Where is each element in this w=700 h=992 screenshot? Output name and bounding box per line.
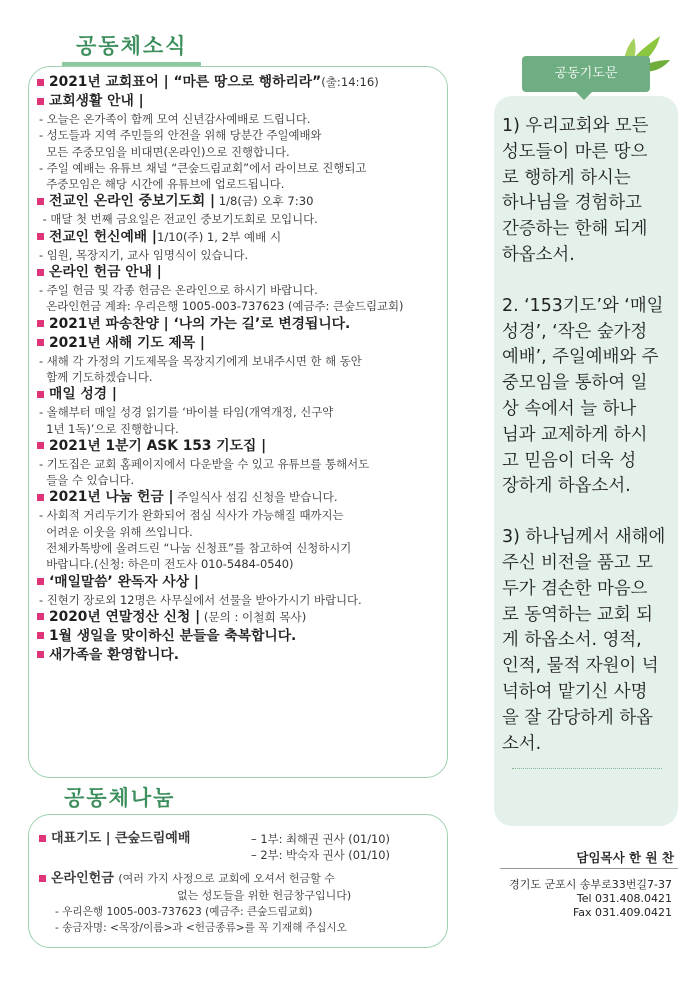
online-offering-label: 온라인헌금 [51, 871, 114, 886]
news-item-title: 새가족을 환영합니다. [49, 646, 179, 663]
bullet-square [37, 494, 44, 501]
news-item-line: - 새해 각 가정의 기도제목을 목장지기에게 보내주시면 한 해 동안 [39, 353, 362, 368]
news-item-line: 전체카톡방에 올려드린 “나눔 신청표”를 참고하여 신청하시기 [39, 541, 352, 556]
prayer-paragraph: 3) 하나님께서 새해에 주신 비전을 품고 모 두가 겸손한 마음으 로 동역하는 교회 되 게 하옵소서. 영적, 인적, 물적 자원이 넉 넉하여 맡기신 사명 을 잘 감당하게 하옵 소서. [502, 527, 666, 754]
offering-note-2: 없는 성도들을 위한 헌금창구입니다) [177, 889, 352, 902]
news-item-head [37, 608, 443, 627]
news-item-line: - 사회적 거리두기가 완화되어 점심 식사가 가능해질 때까지는 [39, 508, 344, 523]
news-item [37, 92, 443, 192]
church-address-block [500, 878, 672, 920]
prayer-leaders-head [39, 829, 190, 848]
news-item-head [37, 192, 443, 211]
news-item [37, 228, 443, 263]
news-section-title [76, 30, 187, 60]
prayer-leaders-label: 대표기도 | 큰숲드림예배 [51, 831, 191, 846]
news-box [28, 66, 448, 778]
share-content [39, 825, 439, 936]
news-item-inline: (출:14:16) [321, 75, 379, 89]
prayer-paragraph: 1) 우리교회와 모든 성도들이 마른 땅으 로 행하게 하시는 하나님을 경험하고 간증하는 한해 되게 하옵소서. [502, 116, 649, 265]
news-item [37, 385, 443, 437]
bullet-square [37, 442, 44, 449]
news-item-title: 교회생활 안내 | [49, 93, 144, 109]
news-item [37, 192, 443, 227]
news-item [37, 315, 443, 334]
dotted-divider [512, 768, 662, 769]
bullet-square [37, 320, 44, 327]
news-item-line: 주중모임은 해당 시간에 유튜브에 업로드됩니다. [39, 177, 285, 192]
news-item-head [37, 385, 443, 404]
offering-sender-note: - 송금자명: <목장/이름>과 <헌금종류>를 꼭 기재해 주십시오 [55, 922, 347, 934]
news-item-title: ‘매일말씀’ 완독자 사상 | [49, 573, 199, 590]
news-item-title: 2020년 연말정산 신청 | [49, 608, 201, 625]
news-item [37, 73, 443, 92]
news-item-line: 들을 수 있습니다. [39, 473, 135, 488]
share-section-title [64, 782, 175, 812]
prayer-text [502, 114, 670, 782]
prayer-paragraph: 2. ‘153기도’와 ‘매일 성경’, ‘작은 숲가정 예배’, 주일예배와 주 중모임을 통하여 일 상 속에서 늘 하나 님과 교제하게 하시 고 믿음이 더욱 성 장하게 하옵소서. [502, 295, 664, 497]
news-item-line: 바랍니다.(신청: 하은미 전도사 010-5484-0540) [39, 557, 294, 572]
online-offering [39, 869, 439, 936]
news-item-head [37, 73, 443, 92]
news-item-title: 2021년 1분기 ASK 153 기도집 | [49, 437, 267, 454]
bullet-square [37, 233, 44, 240]
news-item [37, 627, 443, 646]
bullet-square [37, 339, 44, 346]
news-item-title: 1월 생일을 맞이하신 분들을 축복합니다. [49, 627, 297, 644]
share-title-text: 공동체나눔 [64, 786, 176, 810]
news-item-line: 모든 주중모임을 비대면(온라인)으로 진행합니다. [39, 144, 290, 159]
bullet-square [37, 578, 44, 585]
news-item-line: - 임원, 목장지기, 교사 임명식이 있습니다. [39, 247, 249, 262]
news-item-title: 전교인 온라인 중보기도회 | [49, 193, 216, 210]
news-item [37, 488, 443, 572]
prayer-tab [522, 56, 650, 92]
online-offering-head [39, 871, 118, 886]
news-item-line: - 주일 예배는 유튜브 채널 “큰숲드림교회”에서 라이브로 진행되고 [39, 160, 367, 175]
church-fax: Fax 031.409.0421 [572, 906, 672, 919]
bullet-square [39, 875, 46, 882]
news-item-head [37, 573, 443, 592]
news-item [37, 608, 443, 627]
offering-account: - 우리은행 1005-003-737623 (예금주: 큰숲드림교회) [55, 906, 313, 918]
news-item-title: 2021년 교회표어 | “마른 땅으로 행하리라” [49, 74, 322, 90]
news-item-line: 함께 기도하겠습니다. [39, 369, 153, 384]
bullet-square [39, 835, 46, 842]
news-item-line: - 주일 헌금 및 각종 헌금은 온라인으로 하시기 바랍니다. [39, 283, 318, 298]
bullet-square [37, 391, 44, 398]
news-item-head [37, 488, 443, 507]
news-item [37, 646, 443, 665]
news-item-inline: (문의 : 이철희 목사) [200, 609, 307, 624]
bullet-square [37, 632, 44, 639]
news-item [37, 573, 443, 608]
church-address: 경기도 군포시 송부로33번길7-37 [509, 878, 672, 891]
news-item-line: - 오늘은 온가족이 함께 모여 신년감사예배로 드립니다. [39, 112, 311, 126]
news-item-head [37, 228, 443, 247]
news-item-line: 어려운 이웃을 위해 쓰입니다. [39, 524, 193, 539]
footer-divider [500, 868, 678, 869]
news-item-line: 1년 1독)’으로 진행합니다. [39, 421, 179, 436]
news-item-head [37, 92, 443, 111]
news-item-line: - 진현기 장로외 12명은 사무실에서 선물을 받아가시기 바랍니다. [39, 592, 362, 607]
prayer-first: – 1부: 최해권 권사 (01/10) [251, 832, 390, 846]
news-item-inline: 1/8(금) 오후 7:30 [215, 194, 314, 209]
news-item-line: - 매달 첫 번째 금요일은 전교인 중보기도회로 모입니다. [39, 212, 318, 227]
news-item-line: - 올해부터 매일 성경 읽기를 ‘바이블 타임(개역개정, 신구약 [39, 405, 334, 420]
news-item-head [37, 263, 443, 282]
news-item-inline: 주일식사 섬김 신청을 받습니다. [173, 490, 338, 505]
news-title-text: 공동체소식 [76, 34, 188, 58]
news-item-title: 전교인 헌신예배 | [49, 228, 157, 245]
news-item [37, 263, 443, 315]
news-item-head [37, 334, 443, 353]
news-list [37, 73, 443, 665]
news-item-title: 온라인 헌금 안내 | [49, 264, 162, 281]
news-item-line: - 기도집은 교회 홈페이지에서 다운받을 수 있고 유튜브를 통해서도 [39, 456, 370, 471]
news-item-title: 2021년 새해 기도 제목 | [49, 334, 205, 351]
bullet-square [37, 613, 44, 620]
news-item-title: 2021년 나눔 헌금 | [49, 489, 174, 506]
church-tel: Tel 031.408.0421 [576, 892, 672, 905]
news-item-line: - 성도들과 지역 주민들의 안전을 위해 당분간 주일예배와 [39, 128, 322, 143]
news-item [37, 437, 443, 489]
news-item-head [37, 646, 443, 665]
news-item-head [37, 437, 443, 456]
prayer-tab-label: 공동기도문 [554, 66, 618, 81]
bullet-square [37, 98, 44, 105]
bullet-square [37, 79, 44, 86]
news-item-title: 매일 성경 | [49, 386, 117, 403]
bullet-square [37, 269, 44, 276]
news-item-inline: 1/10(주) 1, 2부 예배 시 [156, 229, 282, 244]
news-item-head [37, 315, 443, 334]
pastor-name: 담임목사 한 원 찬 [576, 850, 674, 865]
news-item-line: 온라인헌금 계좌: 우리은행 1005-003-737623 (예금주: 큰숲드림교회) [39, 299, 404, 314]
prayer-leaders [39, 825, 439, 863]
bullet-square [37, 651, 44, 658]
news-item-title: 2021년 파송찬양 | ‘나의 가는 길’로 변경됩니다. [49, 315, 351, 332]
bullet-square [37, 198, 44, 205]
share-box [28, 814, 448, 948]
news-item [37, 334, 443, 386]
prayer-second: – 2부: 박숙자 권사 (01/10) [251, 848, 390, 862]
offering-note-1: (여러 가지 사정으로 교회에 오셔서 헌금할 수 [118, 872, 335, 885]
news-item-head [37, 627, 443, 646]
